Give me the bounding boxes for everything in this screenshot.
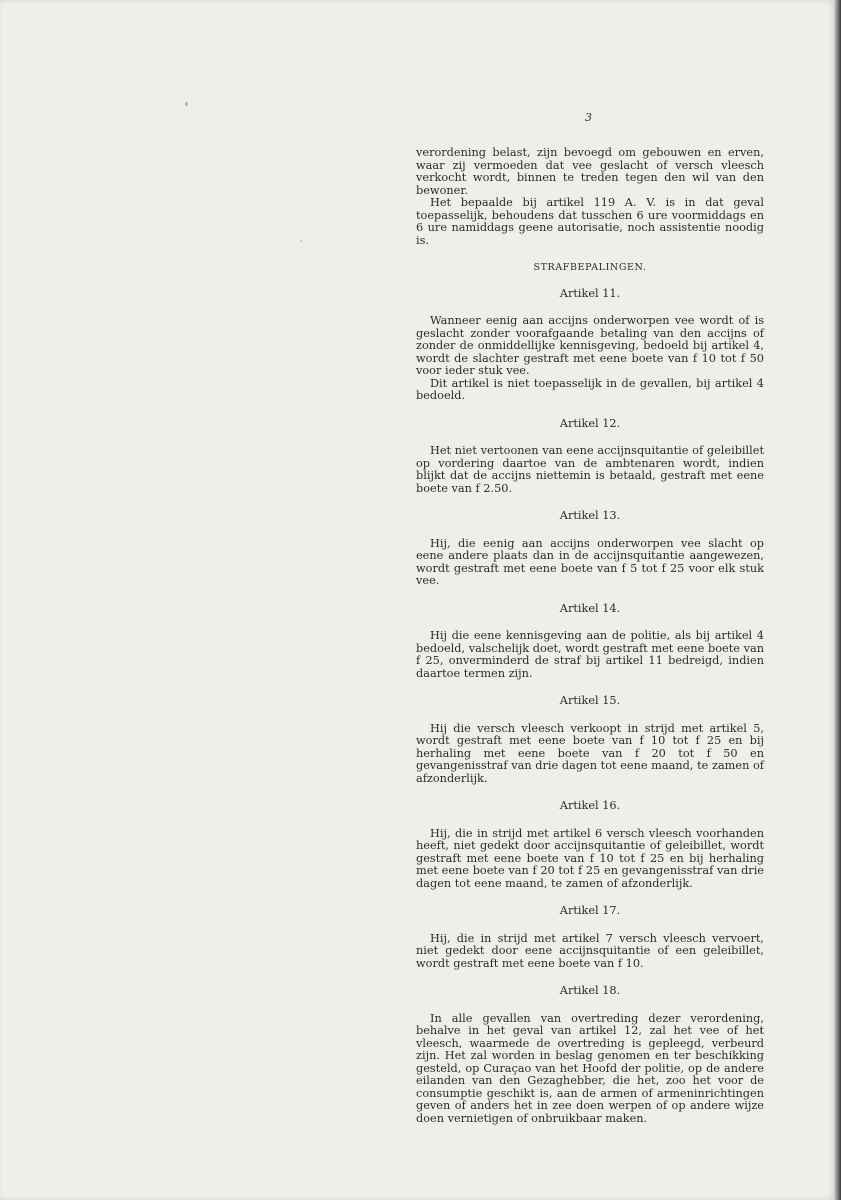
article-paragraph: In alle gevallen van overtreding dezer verordening, behalve in het geval van artikel 12, zal het vee of het vleesch, waarmede de overtreding is gepleegd, verbeurd zijn. Het zal worden in beslag genomen en ter beschikking gesteld, op Curaçao van het Hoofd der politie, op de andere eilanden van den Gezaghebber, die het, zoo het voor de consumptie geschikt is, aan de armen of armeninrichtingen geven of anders het in zee doen werpen of op andere wijze doen vernietigen of onbruikbaar maken.: [416, 1011, 764, 1125]
article-paragraph: Het niet vertoonen van eene accijnsquitantie of geleibillet op vordering daartoe van de ambtenaren wordt, indien blijkt dat de accijns niettemin is betaald, gestraft met eene boete van f 2.50.: [416, 444, 764, 495]
article-17: [416, 905, 764, 970]
paper-speck: [185, 102, 188, 106]
article-paragraph: Hij die eene kennisgeving aan de politie, als bij artikel 4 bedoeld, valschelijk doet, wordt gestraft met eene boete van f 25, onverminderd de straf bij artikel 11 bedreigd, indien daartoe termen zijn.: [416, 629, 764, 680]
article-15: [416, 695, 764, 785]
article-paragraph: Hij, die eenig aan accijns onderworpen vee slacht op eene andere plaats dan in de accijnsquitantie aangewezen, wordt gestraft met eene boete van f 5 tot f 25 voor elk stuk vee.: [416, 536, 764, 587]
paper-speck: [300, 240, 302, 242]
opening-paragraph: Het bepaalde bij artikel 119 A. V. is in dat geval toepasselijk, behoudens dat tusschen 6 ure voormiddags en 6 ure namiddags geene autorisatie, noch assistentie noodig is.: [416, 196, 764, 247]
article-paragraph: Hij, die in strijd met artikel 6 versch vleesch voorhanden heeft, niet gedekt door accijnsquitantie of geleibillet, wordt gestraft met eene boete van f 10 tot f 25 en bij herhaling met eene boete van f 20 tot f 25 en gevangenisstraf van drie dagen tot eene maand, te zamen of afzonderlijk.: [416, 826, 764, 890]
article-heading: Artikel 15.: [559, 694, 621, 707]
article-18: [416, 985, 764, 1125]
article-heading: Artikel 11.: [559, 286, 621, 300]
article-heading: Artikel 18.: [559, 984, 621, 997]
opening-paragraph: verordening belast, zijn bevoegd om gebouwen en erven, waar zij vermoeden dat vee geslacht of versch vleesch verkocht wordt, binnen te treden tegen den wil van den bewoner.: [416, 146, 764, 197]
page-number: 3: [585, 111, 592, 124]
article-heading: Artikel 14.: [559, 601, 621, 615]
article-13: [416, 510, 764, 588]
section-title: STRAFBEPALINGEN.: [533, 262, 647, 273]
article-14: [416, 603, 764, 681]
article-11: [416, 288, 764, 403]
article-12: [416, 418, 764, 496]
text-column: [416, 147, 764, 1125]
article-heading: Artikel 13.: [559, 509, 621, 522]
article-heading: Artikel 12.: [559, 416, 621, 430]
article-paragraph: Dit artikel is niet toepasselijk in de gevallen, bij artikel 4 bedoeld.: [416, 376, 764, 402]
article-heading: Artikel 16.: [559, 799, 621, 812]
article-heading: Artikel 17.: [559, 904, 621, 917]
article-16: [416, 800, 764, 890]
page-edge: [834, 0, 841, 1200]
article-paragraph: Hij die versch vleesch verkoopt in strijd met artikel 5, wordt gestraft met eene boete van f 10 tot f 25 en bij herhaling met eene boete van f 20 tot f 50 en gevangenisstraf van drie dagen tot eene maand, te zamen of afzonderlijk.: [416, 721, 764, 785]
article-paragraph: Hij, die in strijd met artikel 7 versch vleesch vervoert, niet gedekt door eene accijnsquitantie of een geleibillet, wordt gestraft met eene boete van f 10.: [416, 931, 764, 970]
article-paragraph: Wanneer eenig aan accijns onderworpen vee wordt of is geslacht zonder voorafgaande betaling van den accijns of zonder de onmiddellijke kennisgeving, bedoeld bij artikel 4, wordt de slachter gestraft met eene boete van f 10 tot f 50 voor ieder stuk vee.: [416, 314, 764, 377]
